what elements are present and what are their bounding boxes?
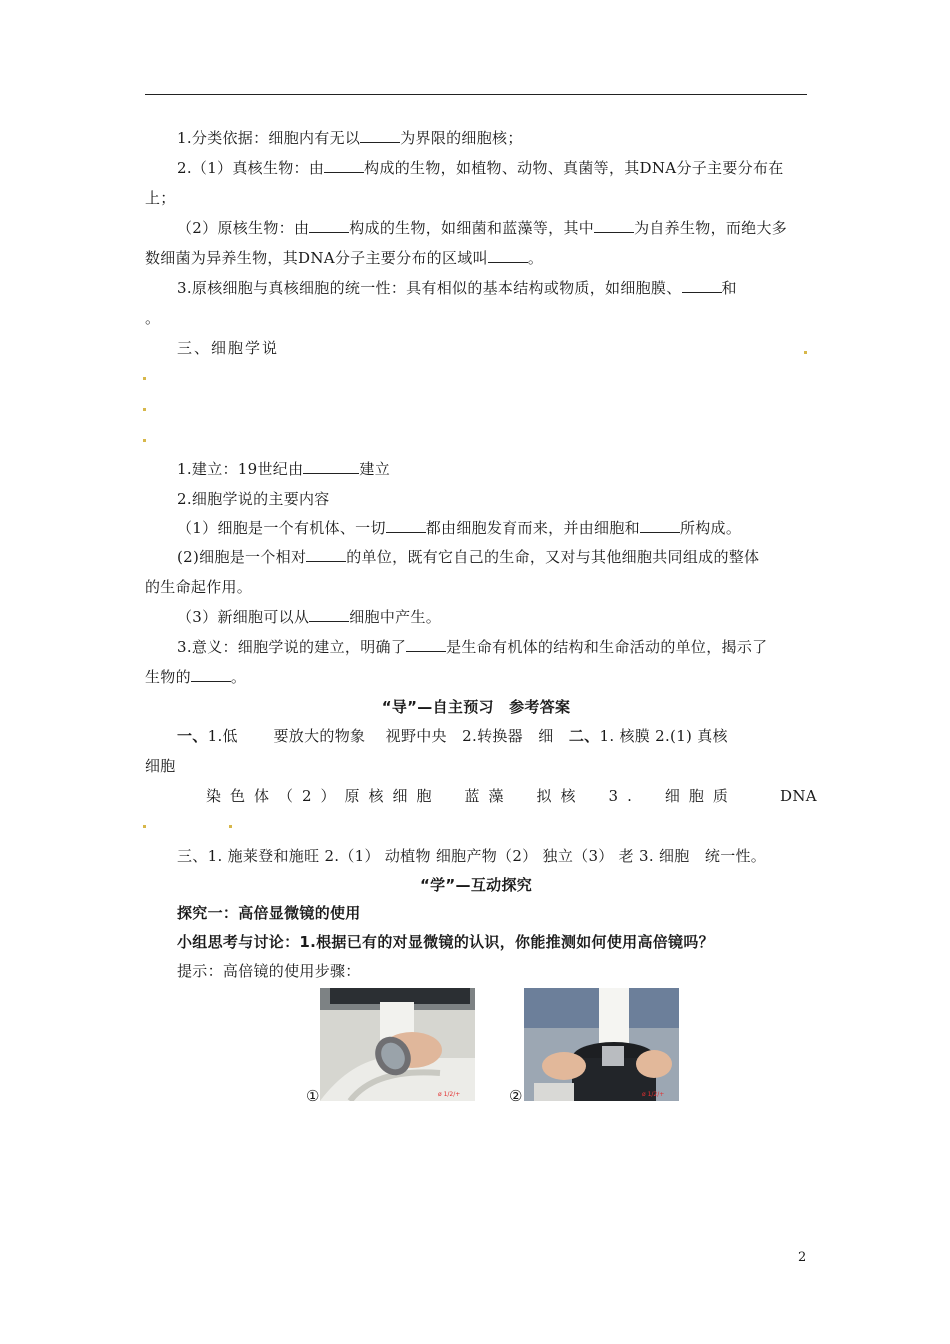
microscope-photo-1 bbox=[320, 988, 475, 1101]
answers-title: “导”—自主预习 参考答案 bbox=[381, 698, 571, 716]
section2-line3: （2）原核生物：由 构成的生物，如细菌和蓝藻等，其中 为自养生物，而绝大多 bbox=[177, 219, 788, 237]
section2-line3-cont: 数细菌为异养生物，其DNA分子主要分布的区域叫 。 bbox=[145, 249, 544, 267]
explore-heading: 探究一：高倍显微镜的使用 bbox=[177, 904, 361, 922]
photo-2-label: ② bbox=[509, 1087, 523, 1105]
decor-dot bbox=[229, 825, 232, 828]
decor-dot bbox=[804, 351, 807, 354]
header-rule bbox=[145, 94, 807, 95]
section3-line6-cont: 生物的 。 bbox=[145, 668, 247, 686]
decor-dot bbox=[143, 825, 146, 828]
answers-line2: 细胞 bbox=[145, 757, 176, 775]
blank bbox=[360, 128, 400, 143]
section3-heading: 三、细胞学说 bbox=[177, 339, 280, 357]
svg-text:ø 1/2/+: ø 1/2/+ bbox=[438, 1091, 461, 1098]
decor-dot bbox=[143, 408, 146, 411]
section2-line1: 1.分类依据：细胞内有无以 为界限的细胞核； bbox=[177, 129, 523, 147]
blank bbox=[386, 518, 426, 533]
section3-line3: （1）细胞是一个有机体、一切 都由细胞发育而来，并由细胞和 所构成。 bbox=[177, 519, 742, 537]
section3-line6: 3.意义：细胞学说的建立，明确了 是生命有机体的结构和生命活动的单位，揭示了 bbox=[177, 638, 768, 656]
microscope-photo-2 bbox=[524, 988, 679, 1101]
answers-line4: 三、1. 施莱登和施旺 2.（1） 动植物 细胞产物（2） 独立（3） 老 3. 细胞 统一性。 bbox=[177, 847, 767, 865]
section2-line2-cont: 上； bbox=[145, 189, 176, 207]
photo-1-label: ① bbox=[306, 1087, 320, 1105]
decor-dot bbox=[143, 377, 146, 380]
section3-line4-cont: 的生命起作用。 bbox=[145, 578, 253, 596]
blank bbox=[406, 637, 446, 652]
decor-dot bbox=[143, 439, 146, 442]
section2-line4-cont: 。 bbox=[145, 309, 161, 327]
blank bbox=[303, 459, 359, 474]
blank bbox=[488, 248, 528, 263]
section3-line1: 1.建立：19世纪由 建立 bbox=[177, 460, 391, 478]
blank bbox=[324, 158, 364, 173]
explore-question: 小组思考与讨论：1.根据已有的对显微镜的认识，你能推测如何使用高倍镜吗？ bbox=[177, 933, 714, 951]
section3-line4: (2)细胞是一个相对 的单位，既有它自己的生命，又对与其他细胞共同组成的整体 bbox=[177, 548, 760, 566]
section2-line2: 2.（1）真核生物：由 构成的生物，如植物、动物、真菌等，其DNA分子主要分布在 bbox=[177, 159, 784, 177]
page-number: 2 bbox=[798, 1250, 807, 1265]
blank bbox=[682, 278, 722, 293]
blank bbox=[594, 218, 634, 233]
blank bbox=[309, 218, 349, 233]
explore-title: “学”—互动探究 bbox=[419, 876, 533, 894]
blank bbox=[640, 518, 680, 533]
answers-line1: 一、1.低 要放大的物象 视野中央 2.转换器 细 二、1. 核膜 2.(1) 真核 bbox=[177, 727, 728, 745]
blank bbox=[191, 667, 231, 682]
blank bbox=[309, 607, 349, 622]
answers-line3-dna: DNA bbox=[780, 787, 817, 805]
section3-line5: （3）新细胞可以从 细胞中产生。 bbox=[177, 608, 442, 626]
explore-hint: 提示：高倍镜的使用步骤： bbox=[177, 962, 361, 980]
svg-text:ø 1/2/+: ø 1/2/+ bbox=[642, 1091, 665, 1098]
section2-line4: 3.原核细胞与真核细胞的统一性：具有相似的基本结构或物质，如细胞膜、 和 bbox=[177, 279, 737, 297]
section3-line2: 2.细胞学说的主要内容 bbox=[177, 490, 330, 508]
answers-line3: 染色体（2）原核细胞 蓝藻 拟核 3. 细胞质 bbox=[206, 787, 737, 805]
blank bbox=[306, 547, 346, 562]
